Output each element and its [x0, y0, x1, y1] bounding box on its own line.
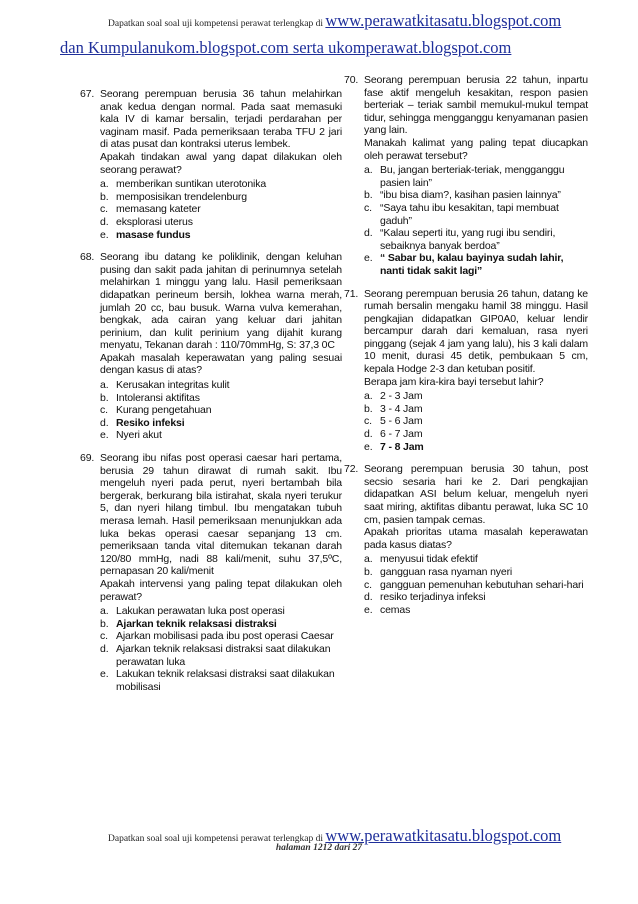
option-text: 5 - 6 Jam [380, 415, 423, 428]
answer-option [100, 379, 342, 392]
option-text: memasang kateter [116, 203, 201, 216]
answer-option [364, 415, 588, 428]
question-text: Manakah kalimat yang paling tepat diucapkan oleh perawat tersebut? [364, 136, 588, 162]
option-letter: a. [100, 605, 109, 618]
question-number: 69. [80, 452, 95, 465]
answer-option [100, 203, 342, 216]
question-text: Berapa jam kira-kira bayi tersebut lahir? [364, 375, 544, 388]
option-letter: c. [100, 404, 108, 417]
answer-option [100, 417, 342, 430]
answer-option [364, 566, 588, 579]
option-letter: c. [100, 630, 108, 643]
answer-option [364, 591, 588, 604]
answer-option [100, 630, 342, 643]
option-letter: a. [100, 178, 109, 191]
answer-option [100, 643, 342, 668]
option-text: 3 - 4 Jam [380, 402, 423, 415]
option-text: Ajarkan mobilisasi pada ibu post operasi Caesar [116, 630, 334, 643]
question-text: Apakah prioritas utama masalah keperawatan pada kasus diatas? [364, 526, 588, 551]
header-prefix: Dapatkan soal soal uji kompetensi perawat terlengkap di [108, 19, 324, 29]
answer-option [364, 441, 588, 454]
option-letter: a. [364, 390, 373, 403]
question-stem [364, 288, 588, 389]
answer-option [100, 429, 342, 442]
answer-options [364, 553, 588, 616]
option-letter: c. [364, 415, 372, 428]
answer-options [100, 178, 342, 241]
question-item [344, 288, 588, 454]
option-text: Lakukan teknik relaksasi distraksi saat dilakukan mobilisasi [116, 668, 335, 693]
option-letter: c. [100, 203, 108, 216]
option-text: Kurang pengetahuan [116, 404, 212, 417]
correct-answer-text: Resiko infeksi [116, 416, 185, 429]
answer-option [364, 553, 588, 566]
answer-options [100, 379, 342, 442]
answer-option [100, 178, 342, 191]
answer-options [364, 164, 588, 277]
option-text: 6 - 7 Jam [380, 428, 423, 441]
answer-option [100, 229, 342, 242]
option-text: Bu, jangan berteriak-teriak, mengganggu pasien lain” [380, 164, 565, 189]
question-number: 72. [344, 463, 359, 476]
option-text: cemas [380, 603, 411, 616]
option-letter: b. [364, 565, 373, 578]
answer-option [364, 189, 588, 202]
option-letter: e. [364, 252, 373, 265]
question-item [80, 88, 342, 241]
option-letter: a. [364, 553, 373, 566]
answer-option [364, 202, 588, 227]
answer-option [100, 392, 342, 405]
option-text: gangguan pemenuhan kebutuhan sehari-hari [380, 578, 584, 591]
question-stem [100, 88, 342, 176]
answer-option [364, 252, 588, 277]
question-text: Apakah masalah keperawatan yang paling sesuai dengan kasus di atas? [100, 351, 342, 377]
option-text: Lakukan perawatan luka post operasi [116, 605, 285, 618]
option-letter: d. [364, 591, 373, 604]
answer-option [100, 216, 342, 229]
option-letter: d. [364, 227, 373, 240]
option-text: menyusui tidak efektif [380, 553, 478, 566]
option-letter: e. [364, 440, 373, 453]
footer-prefix: Dapatkan soal soal uji kompetensi perawat terlengkap di [108, 834, 324, 844]
answer-options [100, 605, 342, 693]
question-number: 68. [80, 251, 95, 264]
question-text: Seorang perempuan berusia 22 tahun, inpartu fase aktif mengeluh kesakitan, respon pasien berteriak – teriak sambil memukul-mukul tempat tidur, sehingga mengganggu kenyamanan pasien yang lain. [364, 74, 588, 137]
page-header [108, 11, 638, 31]
option-letter: b. [100, 617, 109, 630]
option-text: 2 - 3 Jam [380, 390, 423, 403]
answer-option [100, 404, 342, 417]
option-letter: e. [100, 668, 109, 681]
question-stem [364, 463, 588, 551]
option-letter: c. [364, 201, 372, 214]
option-letter: e. [100, 429, 109, 442]
question-text: Apakah intervensi yang paling tepat dilakukan oleh perawat? [100, 577, 342, 603]
option-letter: b. [100, 190, 109, 203]
footer-link[interactable]: www.perawatkitasatu.blogspot.com [325, 826, 562, 845]
option-letter: a. [364, 164, 373, 177]
option-text: “Saya tahu ibu kesakitan, tapi membuat gaduh” [380, 201, 559, 227]
answer-option [100, 668, 342, 693]
question-text: Seorang ibu datang ke poliklinik, dengan keluhan pusing dan sakit pada jahitan di perinumnya setelah melahirkan 1 minggu yang lalu. Hasil pemeriksaan didapatkan perineum bersih, lokhea warna merah, jumlah 20 cc, bau busuk. Warna vulva kemerahan, bengkak, ada cairan yang keluar dari jahitan perinium, dan kulit perinium yang dijahit kurang menyatu, Tekanan darah : 110/70mmHg, S: 37,3 0C [100, 251, 342, 352]
question-text: Seorang perempuan berusia 30 tahun, post secsio sesaria hari ke 2. Dari pengkajian didapatkan ASI belum keluar, mengeluh nyeri saat miring, aktifitas dibantu perawat, luka SC 10 cm, pasien tampak cemas. [364, 463, 588, 526]
question-text: Seorang perempuan berusia 26 tahun, datang ke rumah bersalin mengaku hamil 38 minggu. Hasil pengkajian didapatkan GIP0A0, keluar lendir bercampur darah dari kemaluan, rasa nyeri pinggang (sejak 4 jam yang lalu), his 3 kali dalam 10 menit, durasi 45 detik, pembukaan 5 cm, kepala Hodge 2-3 dan ketuban positif. [364, 287, 588, 376]
option-text: Ajarkan teknik relaksasi distraksi saat dilakukan perawatan luka [116, 642, 331, 668]
question-item [80, 452, 342, 693]
answer-option [100, 191, 342, 204]
option-letter: d. [100, 215, 109, 228]
left-column [80, 88, 342, 703]
question-stem [100, 251, 342, 377]
question-number: 67. [80, 88, 95, 100]
option-text: memposisikan trendelenburg [116, 190, 247, 203]
option-text: memberikan suntikan uterotonika [116, 178, 267, 191]
question-number: 70. [344, 74, 359, 86]
answer-option [364, 579, 588, 592]
question-text: Seorang ibu nifas post operasi caesar hari pertama, berusia 29 tahun dirawat di rumah sakit. Ibu mengeluh nyeri pada perut, nyeri bertambah bila bergerak, berkurang bila istirahat, skala nyeri terukur 5, dan nyeri hilang timbul. Ibu mengatakan tubuh merasa lemah. Hasil pemeriksaan menunjukkan ada luka bekas operasi caesar sepanjang 13 cm. pemeriksaan tanda vital ditemukan tekanan darah 120/80 mmHg, nadi 88 kali/menit, suhu 37,5ºC, pernapasan 20 kali/menit [100, 452, 342, 578]
answer-options [364, 390, 588, 453]
option-letter: d. [364, 428, 373, 441]
question-text: Seorang perempuan berusia 36 tahun melahirkan anak kedua dengan normal. Pada saat memasuki kala IV di kamar bersalin, terjadi perdarahan per vaginam masif. Pada pemeriksaan teraba TFU 2 jari di atas pusat dan kontraksi uterus lembek. [100, 88, 342, 151]
option-letter: b. [100, 391, 109, 404]
answer-option [364, 403, 588, 416]
option-letter: a. [100, 379, 109, 392]
correct-answer-text: masase fundus [116, 228, 191, 241]
question-item [344, 74, 588, 278]
option-letter: b. [364, 402, 373, 415]
correct-answer-text: Ajarkan teknik relaksasi distraksi [116, 617, 277, 630]
question-stem [364, 74, 588, 162]
answer-option [364, 227, 588, 252]
option-text: Intoleransi aktifitas [116, 391, 200, 404]
correct-answer-text: 7 - 8 Jam [380, 440, 424, 453]
question-stem [100, 452, 342, 603]
right-column [344, 74, 588, 626]
answer-option [364, 428, 588, 441]
answer-option [364, 390, 588, 403]
question-item [80, 251, 342, 442]
option-text: “Kalau seperti itu, yang rugi ibu sendiri, sebaiknya banyak berdoa” [380, 227, 556, 252]
answer-option [364, 164, 588, 189]
header-link-line-2[interactable]: dan Kumpulanukom.blogspot.com serta ukomperawat.blogspot.com [60, 38, 512, 57]
option-letter: e. [100, 228, 109, 241]
option-text: “ibu bisa diam?, kasihan pasien lainnya” [380, 189, 561, 202]
option-text: eksplorasi uterus [116, 215, 193, 228]
question-number: 71. [344, 287, 359, 300]
page-number: halaman 1212 dari 27 [275, 843, 363, 853]
answer-option [100, 605, 342, 618]
option-text: resiko terjadinya infeksi [380, 591, 486, 604]
question-item [344, 463, 588, 616]
answer-option [100, 618, 342, 631]
answer-option [364, 604, 588, 617]
header-link-perawatkitasatu[interactable]: www.perawatkitasatu.blogspot.com [325, 11, 562, 30]
option-letter: c. [364, 578, 372, 591]
option-text: Kerusakan integritas kulit [116, 379, 230, 392]
correct-answer-text: “ Sabar bu, kalau bayinya sudah lahir, nanti tidak sakit lagi” [380, 252, 564, 277]
question-text: Apakah tindakan awal yang dapat dilakukan oleh seorang perawat? [100, 150, 342, 176]
option-text: Nyeri akut [116, 429, 162, 442]
option-letter: d. [100, 642, 109, 655]
option-letter: e. [364, 603, 373, 616]
option-text: gangguan rasa nyaman nyeri [380, 565, 513, 578]
option-letter: b. [364, 189, 373, 202]
option-letter: d. [100, 416, 109, 429]
